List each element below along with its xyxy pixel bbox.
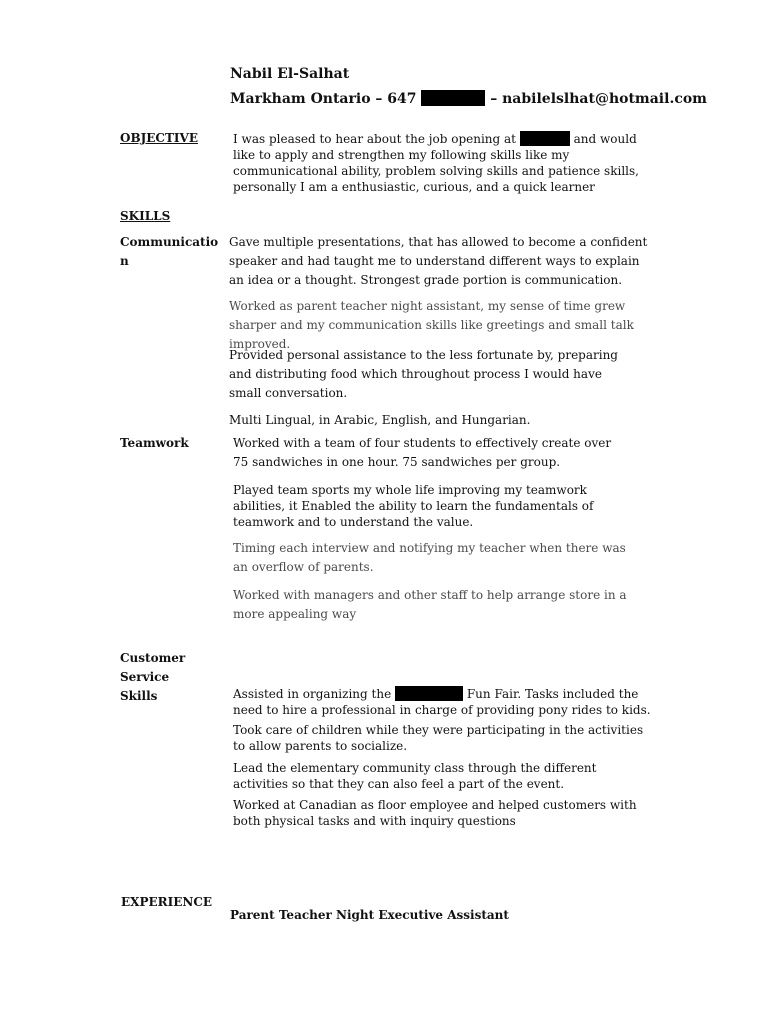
customer-service-item-4: Worked at Canadian as floor employee and helped customers with both physical tasks and with inquiry questions <box>233 798 637 828</box>
teamwork-item-1: Worked with a team of four students to effectively create over 75 sandwiches in one hour. 75 sandwiches per group. <box>233 436 612 469</box>
objective-text <box>233 131 653 195</box>
communication-item-3: Provided personal assistance to the less fortunate by, preparing and distributing food which throughout process I would have small conversation. <box>229 348 618 400</box>
customer-service-item-2: Took care of children while they were participating in the activities to allow parents to socialize. <box>233 723 644 753</box>
customer-service-item-1 <box>233 686 658 718</box>
experience-role-title: Parent Teacher Night Executive Assistant <box>230 908 509 922</box>
communication-label: Communicatio n <box>120 235 219 268</box>
customer-service-item-1-end: Fun Fair. Tasks included the need to hire a professional in charge of providing pony rides to kids. <box>233 687 651 717</box>
experience-label: EXPERIENCE <box>121 895 213 909</box>
location-phone-prefix: Markham Ontario – 647 <box>230 91 417 107</box>
teamwork-item-4: Worked with managers and other staff to help arrange store in a more appealing way <box>233 588 627 621</box>
communication-item-4: Multi Lingual, in Arabic, English, and Hungarian. <box>229 413 531 427</box>
email-text: – nabilelslhat@hotmail.com <box>490 91 707 107</box>
applicant-name: Nabil El-Salhat <box>230 66 350 82</box>
customer-service-item-3: Lead the elementary community class through the different activities so that they can also feel a part of the event. <box>233 761 597 791</box>
redacted-organization-block <box>395 686 463 701</box>
redacted-phone-block <box>421 90 485 106</box>
communication-item-1: Gave multiple presentations, that has allowed to become a confident speaker and had taught me to understand different ways to explain an idea or a thought. Strongest grade portion is communication. <box>229 235 648 287</box>
objective-label: OBJECTIVE <box>120 131 198 145</box>
skills-label: SKILLS <box>120 209 171 223</box>
communication-item-2: Worked as parent teacher night assistant, my sense of time grew sharper and my communication skills like greetings and small talk improved. <box>229 299 634 351</box>
contact-line <box>230 90 707 107</box>
teamwork-item-2: Played team sports my whole life improving my teamwork abilities, it Enabled the ability to learn the fundamentals of teamwork and to understand the value. <box>233 483 594 529</box>
teamwork-item-3: Timing each interview and notifying my teacher when there was an overflow of parents. <box>233 541 626 574</box>
teamwork-label: Teamwork <box>120 436 189 450</box>
redacted-company-block <box>520 131 570 146</box>
customer-service-item-1-start: Assisted in organizing the <box>233 687 392 701</box>
objective-text-end: and would like to apply and strengthen my following skills like my communicational ability, problem solving skills and patience skills, personally I am a enthusiastic, curious, and a quick learner <box>233 132 639 194</box>
customer-service-label: Customer Service Skills <box>120 651 186 703</box>
objective-text-start: I was pleased to hear about the job opening at <box>233 132 516 146</box>
